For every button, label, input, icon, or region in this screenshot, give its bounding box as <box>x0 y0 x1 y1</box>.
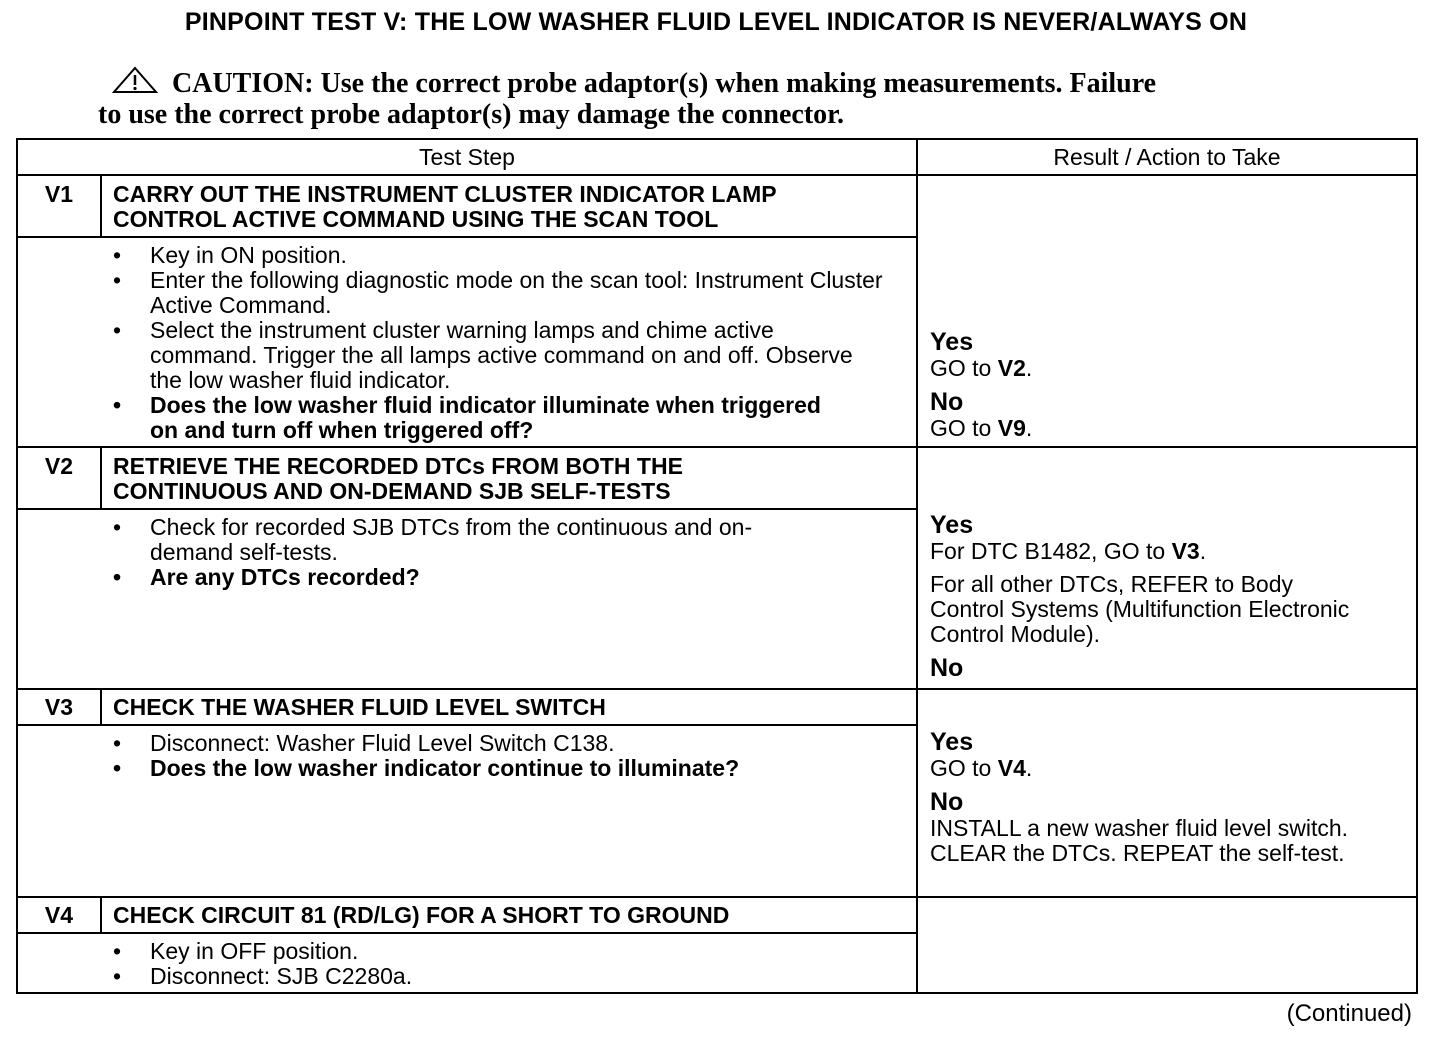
result-no-action-2: CLEAR the DTCs. REPEAT the self-test. <box>930 840 1345 866</box>
list-item: • Key in OFF position. <box>113 939 893 964</box>
list-item-question: • Does the low washer indicator continue to illuminate? <box>113 756 893 781</box>
caution-text-1: Use the correct probe adaptor(s) when making measurements. Failure <box>320 68 1157 99</box>
step-body-v1 <box>113 243 893 443</box>
id-divider-v3 <box>100 690 102 726</box>
step-title-v2 <box>113 454 903 504</box>
v1-end-rule <box>18 446 1416 448</box>
step-body-v4 <box>113 939 893 989</box>
id-divider-v2 <box>100 448 102 510</box>
goto-target: V9 <box>997 415 1026 441</box>
step-body-v3 <box>113 731 893 781</box>
id-divider-v4 <box>100 898 102 934</box>
warning-triangle-icon <box>112 66 158 94</box>
step-id-v1: V1 <box>44 181 74 207</box>
step-body-v2 <box>113 515 833 590</box>
pinpoint-test-table <box>16 138 1418 994</box>
goto-target: V3 <box>1171 538 1200 564</box>
result-yes-label: Yes <box>930 728 974 756</box>
result-yes-action: GO to V4. <box>930 755 1033 781</box>
goto-target: V4 <box>997 755 1026 781</box>
header-rule <box>18 174 1416 176</box>
header-result: Result / Action to Take <box>1053 144 1281 170</box>
result-no-label: No <box>930 788 964 816</box>
result-no-action-1: INSTALL a new washer fluid level switch. <box>930 815 1349 841</box>
action-text: GO to <box>930 355 992 381</box>
list-item-question: • Are any DTCs recorded? <box>113 565 833 590</box>
result-v3 <box>930 729 1416 866</box>
page-title: PINPOINT TEST V: THE LOW WASHER FLUID LEVEL INDICATOR IS NEVER/ALWAYS ON <box>184 8 1248 36</box>
step-title-v2-line-2: CONTINUOUS AND ON-DEMAND SJB SELF-TESTS <box>113 478 671 504</box>
step-id-v2: V2 <box>44 453 74 479</box>
step-title-v1-line-1: CARRY OUT THE INSTRUMENT CLUSTER INDICATOR LAMP <box>113 181 777 207</box>
result-v2 <box>930 512 1410 682</box>
result-yes-label: Yes <box>930 511 974 539</box>
header-test-step: Test Step <box>419 144 515 170</box>
v3-title-rule <box>18 724 916 726</box>
v2-title-rule <box>18 508 916 510</box>
step-id-v4: V4 <box>44 902 74 928</box>
action-text: GO to <box>930 415 992 441</box>
step-title-v1 <box>113 182 903 232</box>
result-v1 <box>930 329 1410 441</box>
step-title-v4: CHECK CIRCUIT 81 (RD/LG) FOR A SHORT TO GROUND <box>113 902 730 928</box>
action-text: For DTC B1482, GO to <box>930 538 1166 564</box>
list-item: • Check for recorded SJB DTCs from the continuous and on-demand self-tests. <box>113 515 833 565</box>
result-yes-action: For DTC B1482, GO to V3. <box>930 538 1207 564</box>
list-item: • Enter the following diagnostic mode on the scan tool: Instrument Cluster Active Command. <box>113 268 893 318</box>
result-yes-extra: For all other DTCs, REFER to Body Control Systems (Multifunction Electronic Control Module). <box>930 571 1350 647</box>
result-no-label: No <box>930 388 964 416</box>
continued-label: (Continued) <box>1286 1000 1412 1027</box>
caution-text-2: to use the correct probe adaptor(s) may damage the connector. <box>98 99 845 130</box>
result-yes-action: GO to V2. <box>930 355 1033 381</box>
id-divider-v1 <box>100 176 102 238</box>
caution-label: CAUTION: <box>172 68 314 99</box>
result-yes-label: Yes <box>930 328 974 356</box>
caution-notice <box>98 66 1348 130</box>
goto-target: V2 <box>997 355 1026 381</box>
v3-end-rule <box>18 896 1416 898</box>
v4-title-rule <box>18 932 916 934</box>
list-item: • Disconnect: SJB C2280a. <box>113 964 893 989</box>
list-item: • Select the instrument cluster warning lamps and chime active command. Trigger the all lamps active command on and off. Observe the low washer fluid indicator. <box>113 318 893 393</box>
caution-line-1 <box>98 66 1348 99</box>
column-divider <box>916 140 918 992</box>
step-title-v1-line-2: CONTROL ACTIVE COMMAND USING THE SCAN TOOL <box>113 206 719 232</box>
step-title-v2-line-1: RETRIEVE THE RECORDED DTCs FROM BOTH THE <box>113 453 683 479</box>
list-item-question: • Does the low washer fluid indicator illuminate when triggered on and turn off when triggered off? <box>113 393 893 443</box>
step-title-v3: CHECK THE WASHER FLUID LEVEL SWITCH <box>113 694 606 720</box>
result-no-label: No <box>930 654 964 682</box>
step-id-v3: V3 <box>44 694 74 720</box>
result-no-action: GO to V9. <box>930 415 1033 441</box>
v1-title-rule <box>18 236 916 238</box>
list-item: • Disconnect: Washer Fluid Level Switch C138. <box>113 731 893 756</box>
list-item: • Key in ON position. <box>113 243 893 268</box>
action-text: GO to <box>930 755 992 781</box>
v2-end-rule <box>18 688 1416 690</box>
